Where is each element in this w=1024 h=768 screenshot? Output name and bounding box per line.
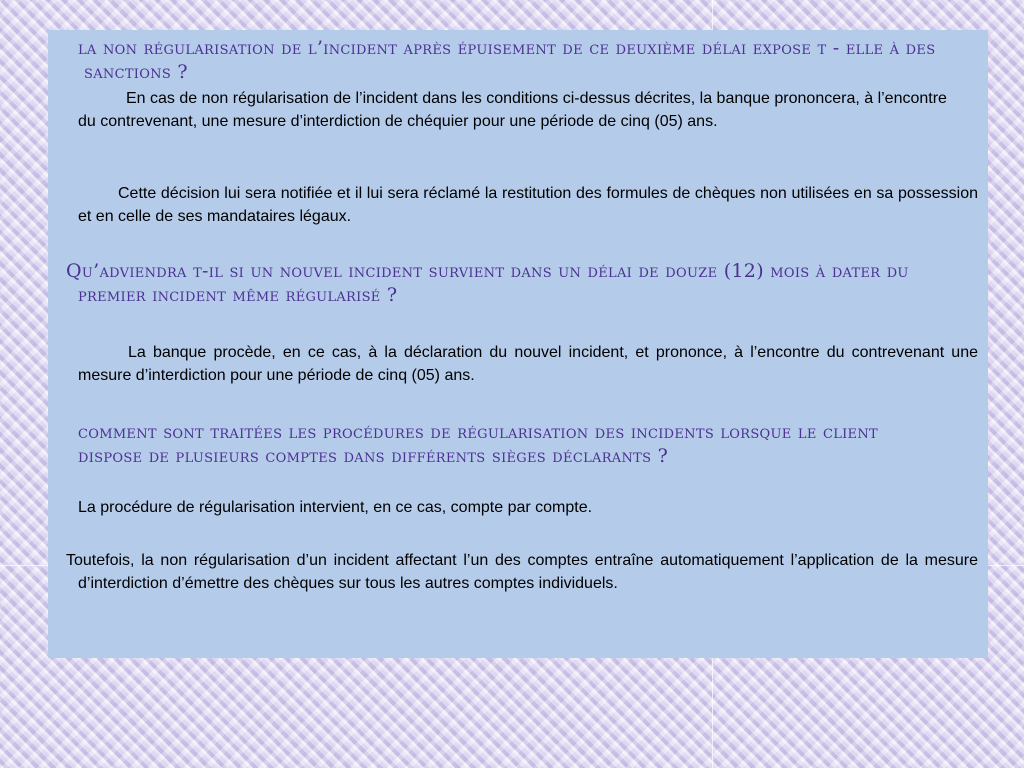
section-1-paragraph-1: En cas de non régularisation de l’incident dans les conditions ci-dessus décrites, la banque prononcera, à l’encontre du contrevenant, une mesure d’interdiction de chéquier pour une période de cinq (05) ans. [78, 90, 947, 130]
section-2-paragraph-1: La banque procède, en ce cas, à la déclaration du nouvel incident, et prononce, à l’encontre du contrevenant une mesure d’interdiction pour une période de cinq (05) ans. [78, 344, 978, 384]
section-1-heading: la non régularisation de l’incident après épuisement de ce deuxième délai expose t - elle à des sanctions ? [78, 37, 936, 83]
section-1-paragraph-2: Cette décision lui sera notifiée et il lui sera réclamé la restitution des formules de chèques non utilisées en sa possession et en celle de ses mandataires légaux. [78, 185, 978, 225]
section-2-heading: Qu’adviendra t-il si un nouvel incident survient dans un délai de douze (12) mois à dater du premier incident même régularisé ? [66, 260, 909, 306]
section-3-paragraph-1: La procédure de régularisation intervient, en ce cas, compte par compte. [78, 499, 593, 516]
section-3-heading: comment sont traitées les procédures de régularisation des incidents lorsque le client dispose de plusieurs comptes dans différents sièges déclarants ? [78, 421, 878, 467]
section-3-paragraph-2: Toutefois, la non régularisation d’un incident affectant l’un des comptes entraîne automatiquement l’application de la mesure d’interdiction d’émettre des chèques sur tous les autres comptes individuels. [66, 552, 978, 592]
content-panel [48, 30, 988, 658]
